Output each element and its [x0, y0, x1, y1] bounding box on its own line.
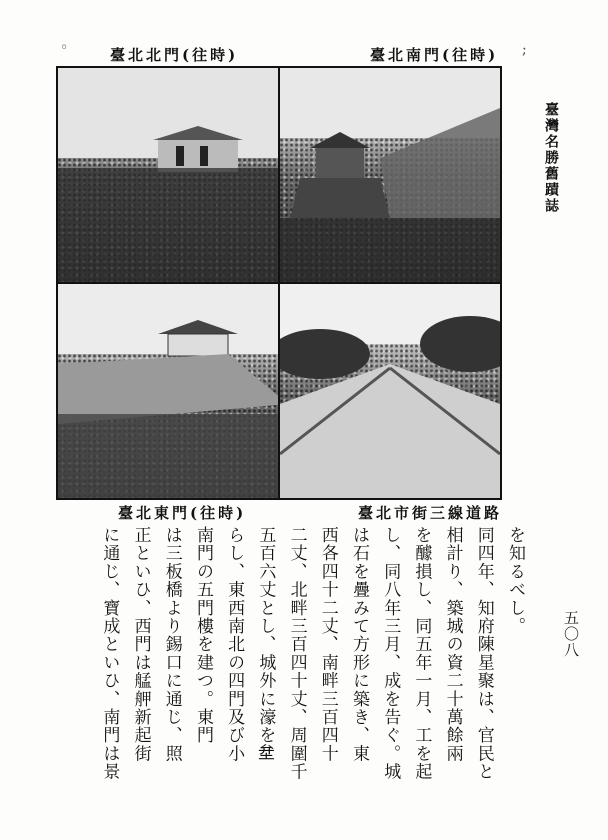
text-line: 西各四十二丈、南畔三百四十: [317, 526, 338, 763]
text-line: らし、東西南北の四門及び小: [224, 526, 245, 763]
text-line: 同四年、知府陳星聚は、官民と: [473, 526, 494, 781]
caption-three-line-road: 臺北市街三線道路: [358, 504, 503, 522]
photo-south-gate: [280, 68, 500, 284]
photo-east-gate: [58, 284, 280, 498]
text-line: 二丈、北畔三百四十丈、周圍千: [286, 526, 307, 781]
photo-north-gate: [58, 68, 280, 284]
caption-south-gate: 臺北南門(往時): [370, 46, 499, 64]
caption-east-gate: 臺北東門(往時): [118, 504, 247, 522]
text-line: を知るべし。: [505, 526, 525, 636]
text-line: 南門の五門樓を建つ。東門: [192, 526, 213, 745]
text-line: を醵損し、同五年一月、工を起: [411, 526, 432, 781]
text-line: 五百六丈とし、城外に濠を𡊅: [255, 526, 276, 763]
text-line: 正といひ、西門は艋舺新起街: [130, 526, 151, 763]
text-line: し、同八年三月、成を告ぐ。城: [380, 526, 401, 781]
photo-grid: [56, 66, 502, 500]
text-line: は石を疊みて方形に築き、東: [348, 526, 369, 763]
scan-mark: ◦: [60, 40, 69, 56]
photo-three-line-road: [280, 284, 500, 498]
text-line: に通じ、寶成といひ、南門は景: [99, 526, 120, 781]
scan-mark: ;: [522, 42, 527, 58]
book-title-vertical: 臺灣名勝舊蹟誌: [543, 102, 559, 214]
text-line: 相計り、築城の資二十萬餘兩: [442, 526, 463, 763]
caption-north-gate: 臺北北門(往時): [110, 46, 239, 64]
body-text: [34, 526, 530, 816]
page-number: 五〇八: [562, 610, 580, 658]
text-line: は三板橋より錫口に通じ、照: [161, 526, 182, 763]
